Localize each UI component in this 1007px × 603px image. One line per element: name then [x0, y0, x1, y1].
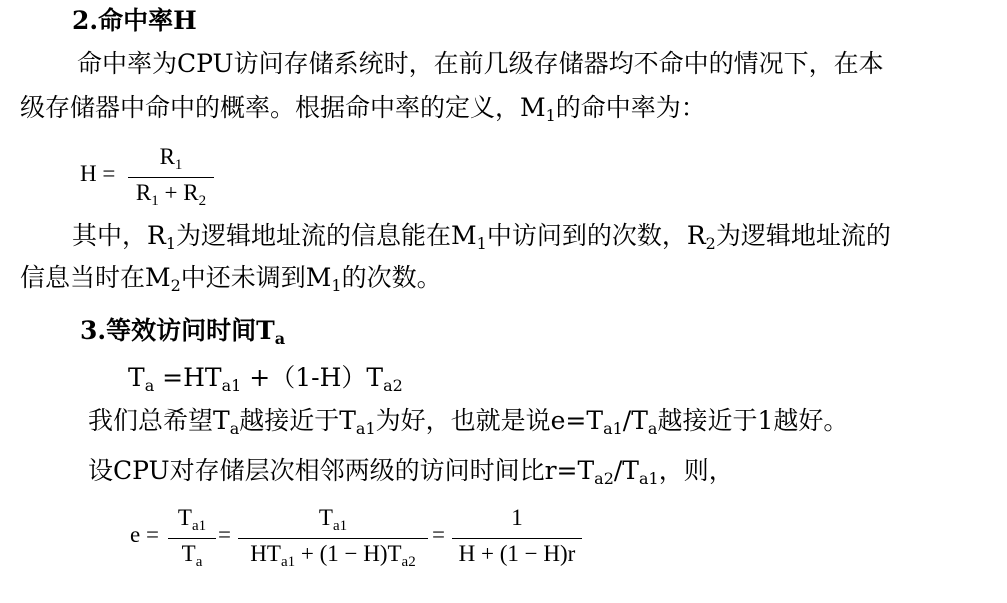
subscript: 2: [170, 276, 181, 295]
formula-lhs: e =: [130, 522, 159, 547]
equals-sign: =: [218, 522, 231, 547]
paragraph-line: [72, 221, 891, 251]
paragraph-text: 级存储器中命中的概率。根据命中率的定义，M: [20, 93, 546, 122]
paragraph-text: /T: [613, 456, 639, 485]
subscript: 1: [476, 234, 487, 253]
subscript: 1: [545, 106, 556, 125]
paragraph-text: 为好，也就是说e=T: [375, 406, 604, 435]
paragraph-line: [77, 49, 884, 79]
formula-text: R: [159, 144, 175, 169]
formula-hit-rate: [80, 142, 240, 212]
paragraph-text: 为逻辑地址流的: [715, 221, 891, 250]
paragraph-text: 越接近于1越好。: [657, 406, 849, 435]
paragraph-text: 命中率为CPU访问存储系统时，在前几级存储器均不命中的情况下，在本: [77, 49, 884, 78]
paragraph-line: [88, 456, 734, 486]
subscript: a1: [221, 376, 242, 395]
paragraph-text: 我们总希望T: [88, 406, 230, 435]
fraction-numerator: [128, 144, 214, 173]
fraction: [452, 503, 582, 575]
equation-text: T: [128, 363, 145, 392]
paragraph-text: 的次数。: [341, 263, 442, 292]
subscript: a: [647, 419, 658, 438]
fraction-bar: [238, 538, 428, 539]
paragraph-text: 设CPU对存储层次相邻两级的访问时间比r=T: [88, 456, 595, 485]
paragraph-line: [20, 263, 442, 293]
fraction: [168, 503, 216, 575]
subscript: a: [195, 554, 203, 570]
paragraph-text: 中访问到的次数，R: [486, 221, 706, 250]
fraction: [128, 142, 214, 212]
equation-text: =HT: [154, 363, 222, 392]
subscript: a1: [355, 419, 376, 438]
subscript: a1: [191, 518, 207, 534]
fraction: [238, 503, 428, 575]
formula-text: T: [177, 505, 192, 530]
subscript: 2: [198, 193, 207, 209]
formula-text: + (1 − H)T: [295, 541, 402, 566]
subscript: 2: [705, 234, 716, 253]
fraction-numerator: [238, 505, 428, 534]
formula-text: T: [318, 505, 333, 530]
fraction-bar: [452, 538, 582, 539]
paragraph-text: 为逻辑地址流的信息能在M: [176, 221, 477, 250]
section-3-title: 等效访问时间T: [106, 316, 275, 345]
paragraph-line: [20, 93, 706, 123]
formula-efficiency: [130, 503, 600, 575]
paragraph-text: 其中，R: [72, 221, 166, 250]
paragraph-text: 的命中率为：: [555, 93, 706, 122]
fraction-bar: [168, 538, 216, 539]
equation-effective-time: [128, 363, 403, 393]
fraction-numerator: [452, 505, 582, 531]
paragraph-text: ，则，: [658, 456, 734, 485]
formula-text: + R: [158, 180, 199, 205]
paragraph-text: 中还未调到M: [180, 263, 332, 292]
subscript: a: [274, 329, 286, 348]
paragraph-line: [88, 406, 848, 436]
fraction-denominator: [452, 541, 582, 567]
subscript: 1: [174, 157, 183, 173]
subscript: 1: [331, 276, 342, 295]
section-2-heading: [72, 6, 197, 36]
fraction-denominator: [238, 541, 428, 570]
subscript: a1: [638, 469, 659, 488]
subscript: a1: [332, 518, 348, 534]
fraction-bar: [128, 177, 214, 178]
subscript: a: [144, 376, 155, 395]
formula-text: T: [181, 541, 196, 566]
paragraph-text: 越接近于T: [239, 406, 356, 435]
paragraph-text: 信息当时在M: [20, 263, 171, 292]
subscript: a1: [603, 419, 623, 438]
fraction-numerator: [168, 505, 216, 534]
formula-text: HT: [250, 541, 281, 566]
subscript: 1: [165, 234, 177, 253]
formula-text: 1: [511, 505, 523, 530]
subscript: a: [229, 419, 240, 438]
section-2-number: 2.: [72, 6, 99, 35]
formula-lhs: H =: [80, 161, 116, 186]
fraction-denominator: [168, 541, 216, 570]
paragraph-text: /T: [622, 406, 648, 435]
subscript: a1: [280, 554, 296, 570]
equals-sign: =: [432, 522, 445, 547]
subscript: a2: [594, 469, 614, 488]
section-2-title: 命中率H: [98, 6, 197, 35]
section-3-number: 3.: [80, 316, 107, 345]
subscript: a2: [401, 554, 416, 570]
subscript: a2: [383, 376, 403, 395]
fraction-denominator: [128, 180, 214, 209]
section-3-heading: [80, 316, 285, 346]
formula-text: H + (1 − H)r: [458, 541, 576, 566]
formula-text: R: [135, 180, 152, 205]
equation-text: +（1-H）T: [241, 363, 384, 392]
subscript: 1: [151, 193, 159, 209]
